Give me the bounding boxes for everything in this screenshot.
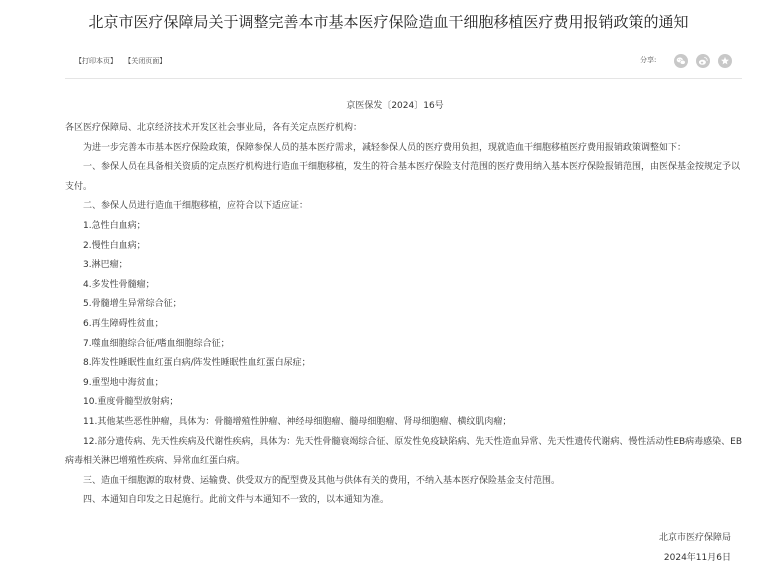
indication-item: 10.重度骨髓型放射病； xyxy=(83,397,179,408)
notice-body xyxy=(65,119,745,511)
indication-item: 9.重型地中海贫血； xyxy=(83,377,164,388)
wechat-share-button[interactable] xyxy=(674,54,688,68)
share-label: 分享: xyxy=(640,56,657,64)
print-page-link[interactable]: 【打印本页】 xyxy=(75,57,117,65)
icon-bubble xyxy=(680,60,685,64)
salutation: 各区医疗保障局、北京经济技术开发区社会事业局，各有关定点医疗机构： xyxy=(65,123,363,133)
clause-two: 二、参保人员进行造血干细胞移植，应符合以下适应证： xyxy=(83,201,309,212)
indication-item: 2.慢性白血病； xyxy=(83,240,146,251)
indication-item: 11.其他某些恶性肿瘤，具体为：骨髓增殖性肿瘤、神经母细胞瘤、髓母细胞瘤、肾母细胞瘤、横纹肌肉瘤； xyxy=(83,416,512,427)
weibo-share-button[interactable] xyxy=(696,54,710,68)
signature-block xyxy=(659,529,731,568)
header-divider xyxy=(65,78,742,79)
indication-item: 7.噬血细胞综合征/嗜血细胞综合征； xyxy=(83,338,230,349)
intro-paragraph: 为进一步完善本市基本医疗保险政策，保障参保人员的基本医疗需求，减轻参保人员的医疗费用负担，现就造血干细胞移植医疗费用报销政策调整如下： xyxy=(83,142,687,153)
issue-date: 2024年11月6日 xyxy=(663,552,731,563)
qzone-icon xyxy=(718,54,732,68)
indication-item: 6.再生障碍性贫血； xyxy=(83,318,164,329)
document-number: 京医保发〔2024〕16号 xyxy=(346,101,444,111)
indication-item: 1.急性白血病； xyxy=(83,220,146,231)
weibo-icon xyxy=(696,54,710,68)
clause-three: 三、造血干细胞源的取材费、运输费、供受双方的配型费及其他与供体有关的费用，不纳入基本医疗保险基金支付范围。 xyxy=(83,475,561,486)
icon-eye xyxy=(701,61,703,63)
wechat-icon xyxy=(674,54,688,68)
indication-item: 8.阵发性睡眠性血红蛋白病/阵发性睡眠性血红蛋白尿症； xyxy=(83,358,311,369)
clause-four: 四、本通知自印发之日起施行。此前文件与本通知不一致的，以本通知为准。 xyxy=(83,495,390,506)
indication-item: 3.淋巴瘤； xyxy=(83,260,128,271)
clause-one: 一、参保人员在具备相关资质的定点医疗机构进行造血干细胞移植，发生的符合基本医疗保险支付范围的医疗费用纳入基本医疗保险报销范围，由医保基金按规定予以支付。 xyxy=(65,162,741,192)
page-toolbar xyxy=(75,54,166,68)
close-page-link[interactable]: 【关闭页面】 xyxy=(124,57,167,65)
qzone-share-button[interactable] xyxy=(718,54,732,68)
page-title: 北京市医疗保障局关于调整完善本市基本医疗保险造血干细胞移植医疗费用报销政策的通知 xyxy=(88,13,689,31)
indication-item: 5.骨髓增生异常综合征； xyxy=(83,299,182,310)
icon-dot xyxy=(679,59,680,60)
indication-item: 4.多发性骨髓瘤； xyxy=(83,279,155,290)
issuer-name: 北京市医疗保障局 xyxy=(658,533,731,543)
indication-item: 12.部分遗传病、先天性疾病及代谢性疾病，具体为：先天性骨髓衰竭综合征、原发性免疫缺陷病、先天性造血异常、先天性遗传代谢病、慢性活动性EB病毒感染、EB病毒相关淋巴增殖性疾病、异常血红蛋白病。 xyxy=(65,436,743,467)
share-bar xyxy=(640,53,732,68)
icon-dot xyxy=(681,59,682,60)
